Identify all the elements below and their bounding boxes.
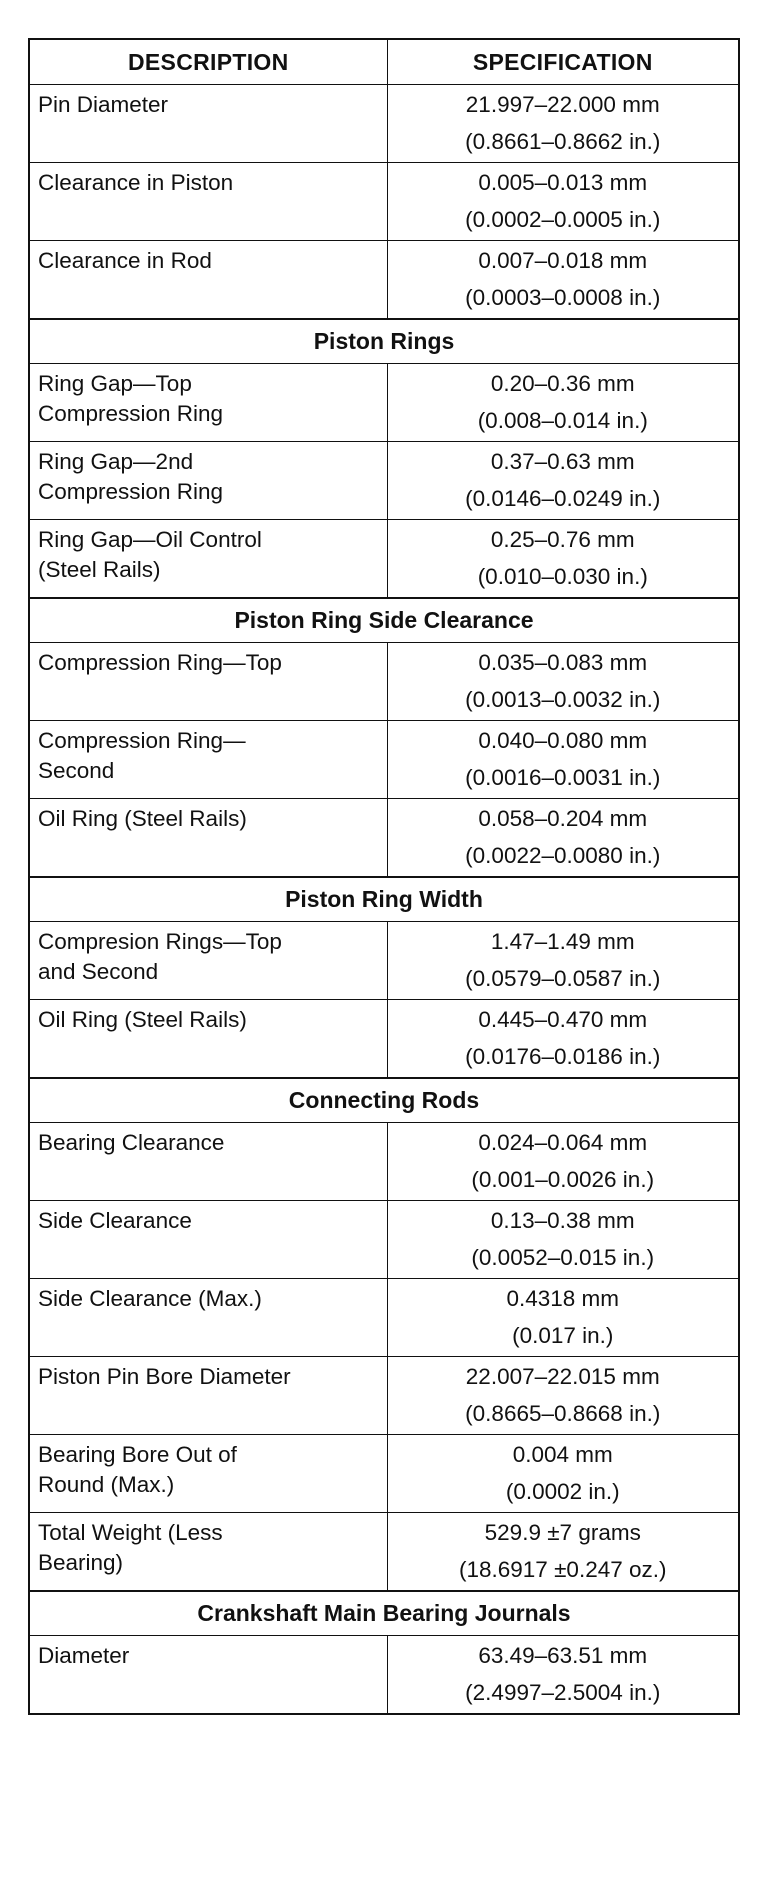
description-cell xyxy=(29,1279,387,1357)
table-row xyxy=(29,1357,739,1435)
table-row xyxy=(29,922,739,1000)
metric-value: 0.007–0.018 mm xyxy=(478,248,648,273)
description-text: (Steel Rails) xyxy=(38,557,161,582)
description-text: Diameter xyxy=(38,1643,130,1668)
imperial-value: (0.0016–0.0031 in.) xyxy=(465,765,661,790)
metric-value: 0.035–0.083 mm xyxy=(478,650,648,675)
description-text: Second xyxy=(38,758,115,783)
specification-cell xyxy=(387,520,739,599)
section-title: Piston Rings xyxy=(29,319,739,364)
section-row xyxy=(29,319,739,364)
description-cell xyxy=(29,520,387,599)
description-text: Compression Ring— xyxy=(38,728,246,753)
specification-cell xyxy=(387,1636,739,1715)
description-text: Oil Ring (Steel Rails) xyxy=(38,1007,247,1032)
metric-value: 0.445–0.470 mm xyxy=(478,1007,648,1032)
specification-cell xyxy=(387,1357,739,1435)
specification-cell xyxy=(387,442,739,520)
description-cell xyxy=(29,442,387,520)
description-text: Bearing Bore Out of xyxy=(38,1442,237,1467)
section-title: Crankshaft Main Bearing Journals xyxy=(29,1591,739,1636)
specification-cell xyxy=(387,1000,739,1079)
imperial-value: (0.0022–0.0080 in.) xyxy=(465,843,661,868)
specification-cell xyxy=(387,1513,739,1592)
table-row xyxy=(29,364,739,442)
imperial-value: (0.0003–0.0008 in.) xyxy=(465,285,661,310)
description-cell xyxy=(29,922,387,1000)
section-title: Piston Ring Width xyxy=(29,877,739,922)
section-title: Piston Ring Side Clearance xyxy=(29,598,739,643)
metric-value: 1.47–1.49 mm xyxy=(490,929,635,954)
description-text: Side Clearance (Max.) xyxy=(38,1286,262,1311)
description-text: and Second xyxy=(38,959,159,984)
description-text: Bearing) xyxy=(38,1550,124,1575)
section-row xyxy=(29,1591,739,1636)
metric-value: 0.37–0.63 mm xyxy=(490,449,635,474)
metric-value: 0.004 mm xyxy=(512,1442,613,1467)
table-row xyxy=(29,1123,739,1201)
description-cell xyxy=(29,1435,387,1513)
description-text: Compression Ring—Top xyxy=(38,650,282,675)
specification-cell xyxy=(387,364,739,442)
imperial-value: (0.001–0.0026 in.) xyxy=(471,1167,655,1192)
section-row xyxy=(29,598,739,643)
specification-cell xyxy=(387,799,739,878)
imperial-value: (0.017 in.) xyxy=(512,1323,614,1348)
specification-cell xyxy=(387,1201,739,1279)
table-row xyxy=(29,1201,739,1279)
specification-cell xyxy=(387,721,739,799)
description-cell xyxy=(29,163,387,241)
table-row xyxy=(29,1636,739,1715)
specification-cell xyxy=(387,1123,739,1201)
description-cell xyxy=(29,364,387,442)
imperial-value: (0.0146–0.0249 in.) xyxy=(465,486,661,511)
description-cell xyxy=(29,799,387,878)
description-cell xyxy=(29,1201,387,1279)
table-row xyxy=(29,1000,739,1079)
metric-value: 63.49–63.51 mm xyxy=(478,1643,648,1668)
description-column-header: DESCRIPTION xyxy=(29,39,387,85)
imperial-value: (0.8661–0.8662 in.) xyxy=(465,129,661,154)
description-text: Bearing Clearance xyxy=(38,1130,225,1155)
table-row xyxy=(29,85,739,163)
description-text: Pin Diameter xyxy=(38,92,169,117)
metric-value: 22.007–22.015 mm xyxy=(465,1364,660,1389)
imperial-value: (0.0579–0.0587 in.) xyxy=(465,966,661,991)
table-row xyxy=(29,163,739,241)
description-text: Round (Max.) xyxy=(38,1472,175,1497)
description-text: Compression Ring xyxy=(38,401,224,426)
table-row xyxy=(29,442,739,520)
imperial-value: (18.6917 ±0.247 oz.) xyxy=(459,1557,667,1582)
specification-cell xyxy=(387,1435,739,1513)
imperial-value: (2.4997–2.5004 in.) xyxy=(465,1680,661,1705)
specification-cell xyxy=(387,241,739,320)
table-header-row xyxy=(29,39,739,85)
description-cell xyxy=(29,85,387,163)
specification-cell xyxy=(387,85,739,163)
metric-value: 0.040–0.080 mm xyxy=(478,728,648,753)
description-cell xyxy=(29,1123,387,1201)
section-row xyxy=(29,1078,739,1123)
metric-value: 529.9 ±7 grams xyxy=(484,1520,641,1545)
specification-cell xyxy=(387,922,739,1000)
imperial-value: (0.8665–0.8668 in.) xyxy=(465,1401,661,1426)
description-text: Clearance in Rod xyxy=(38,248,212,273)
description-cell xyxy=(29,1357,387,1435)
specification-cell xyxy=(387,1279,739,1357)
section-title: Connecting Rods xyxy=(29,1078,739,1123)
description-text: Compression Ring xyxy=(38,479,224,504)
metric-value: 0.024–0.064 mm xyxy=(478,1130,648,1155)
metric-value: 0.058–0.204 mm xyxy=(478,806,648,831)
imperial-value: (0.0002–0.0005 in.) xyxy=(465,207,661,232)
imperial-value: (0.010–0.030 in.) xyxy=(477,564,648,589)
section-row xyxy=(29,877,739,922)
table-row xyxy=(29,241,739,320)
metric-value: 0.25–0.76 mm xyxy=(490,527,635,552)
imperial-value: (0.0052–0.015 in.) xyxy=(471,1245,655,1270)
description-text: Ring Gap—Oil Control xyxy=(38,527,262,552)
table-body xyxy=(29,85,739,1715)
description-text: Ring Gap—2nd xyxy=(38,449,194,474)
description-cell xyxy=(29,1636,387,1715)
imperial-value: (0.008–0.014 in.) xyxy=(477,408,648,433)
description-text: Ring Gap—Top xyxy=(38,371,192,396)
description-text: Piston Pin Bore Diameter xyxy=(38,1364,291,1389)
description-cell xyxy=(29,643,387,721)
specification-cell xyxy=(387,643,739,721)
table-row xyxy=(29,643,739,721)
table-row xyxy=(29,721,739,799)
description-text: Total Weight (Less xyxy=(38,1520,223,1545)
table-row xyxy=(29,799,739,878)
description-cell xyxy=(29,241,387,320)
specification-table xyxy=(28,38,740,1715)
imperial-value: (0.0013–0.0032 in.) xyxy=(465,687,661,712)
table-row xyxy=(29,1513,739,1592)
metric-value: 0.20–0.36 mm xyxy=(490,371,635,396)
table-row xyxy=(29,1435,739,1513)
specification-cell xyxy=(387,163,739,241)
imperial-value: (0.0176–0.0186 in.) xyxy=(465,1044,661,1069)
metric-value: 0.4318 mm xyxy=(506,1286,620,1311)
description-cell xyxy=(29,721,387,799)
specification-column-header: SPECIFICATION xyxy=(387,39,739,85)
table-row xyxy=(29,520,739,599)
imperial-value: (0.0002 in.) xyxy=(505,1479,620,1504)
description-text: Clearance in Piston xyxy=(38,170,234,195)
table-row xyxy=(29,1279,739,1357)
description-text: Oil Ring (Steel Rails) xyxy=(38,806,247,831)
metric-value: 0.13–0.38 mm xyxy=(490,1208,635,1233)
metric-value: 21.997–22.000 mm xyxy=(465,92,660,117)
metric-value: 0.005–0.013 mm xyxy=(478,170,648,195)
description-cell xyxy=(29,1513,387,1592)
description-cell xyxy=(29,1000,387,1079)
description-text: Side Clearance xyxy=(38,1208,192,1233)
description-text: Compresion Rings—Top xyxy=(38,929,282,954)
